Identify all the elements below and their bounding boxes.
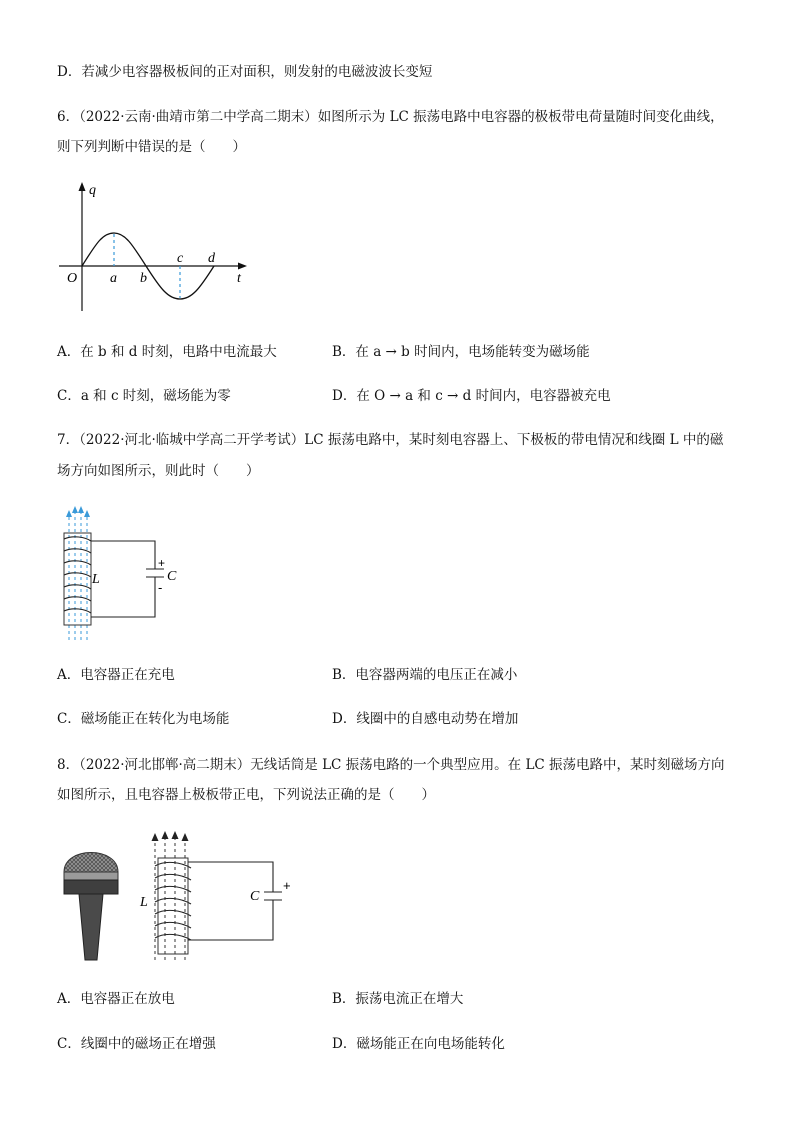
q8-inductor-label: L	[140, 895, 148, 910]
q6-option-d: D．在 O → a 和 c → d 时间内，电容器被充电	[332, 388, 611, 404]
q8-coil-core	[158, 858, 188, 954]
q8-coil-winding	[155, 862, 191, 940]
q8-wires	[188, 862, 282, 940]
q8-mic-handle	[79, 894, 103, 960]
q7-option-b: B．电容器两端的电压正在减小	[332, 667, 518, 683]
q8-lc-circuit	[135, 830, 295, 965]
q7-wires	[91, 541, 164, 617]
q6-stem-line2: 则下列判断中错误的是（ ）	[57, 139, 246, 155]
q8-mic-band	[64, 872, 118, 880]
q8-capacitor-label: C	[250, 889, 260, 904]
q6-option-b: B．在 a → b 时间内，电场能转变为磁场能	[332, 344, 590, 360]
q7-stem-line1: 7．（2022·河北·临城中学高二开学考试）LC 振荡电路中，某时刻电容器上、下极板的带电情况和线圈 L 中的磁	[57, 432, 724, 448]
q6-point-a: a	[110, 271, 117, 286]
q6-charge-time-graph	[55, 178, 255, 318]
q7-plus-sign: +	[158, 556, 166, 570]
q8-field-lines	[155, 838, 185, 960]
q6-stem-line1: 6．（2022·云南·曲靖市第二中学高二期末）如图所示为 LC 振荡电路中电容器的极板带电荷量随时间变化曲线，	[57, 109, 724, 125]
q8-option-c: C．线圈中的磁场正在增强	[57, 1036, 216, 1052]
q6-origin-label: O	[67, 271, 78, 286]
q8-microphone-illustration	[60, 836, 122, 964]
q8-option-a: A．电容器正在放电	[57, 991, 175, 1007]
q7-option-c: C．磁场能正在转化为电场能	[57, 711, 230, 727]
q7-field-arrows	[66, 506, 90, 517]
q7-capacitor-label: C	[167, 569, 177, 584]
q7-lc-circuit	[55, 505, 195, 643]
q7-minus-sign: -	[158, 580, 163, 595]
q6-option-c: C．a 和 c 时刻，磁场能为零	[57, 388, 231, 404]
q6-point-b: b	[140, 271, 147, 286]
q6-x-label: t	[237, 271, 241, 286]
q8-mic-collar	[64, 880, 118, 894]
q6-point-d: d	[208, 251, 215, 266]
q8-stem-line1: 8．（2022·河北邯郸·高二期末）无线话筒是 LC 振荡电路的一个典型应用。在 LC 振荡电路中，某时刻磁场方向	[57, 757, 725, 773]
q6-option-a: A．在 b 和 d 时刻，电路中电流最大	[57, 344, 277, 360]
q8-mic-head	[64, 853, 118, 873]
q8-field-arrows	[152, 831, 189, 841]
q7-field-lines	[69, 511, 87, 640]
q6-x-arrow	[238, 263, 247, 270]
q6-y-arrow	[79, 182, 86, 191]
q8-option-d: D．磁场能正在向电场能转化	[332, 1036, 505, 1052]
q6-y-label: q	[89, 183, 96, 198]
q7-inductor-label: L	[92, 572, 100, 587]
q8-option-b: B．振荡电流正在增大	[332, 991, 464, 1007]
q7-option-a: A．电容器正在充电	[57, 667, 175, 683]
q5-option-d: D．若减少电容器极板间的正对面积，则发射的电磁波波长变短	[57, 64, 433, 80]
q7-option-d: D．线圈中的自感电动势在增加	[332, 711, 519, 727]
q8-plus-sign: +	[283, 878, 291, 893]
q8-stem-line2: 如图所示，且电容器上极板带正电，下列说法正确的是（ ）	[57, 787, 435, 803]
q6-point-c: c	[177, 251, 184, 266]
q7-stem-line2: 场方向如图所示，则此时（ ）	[57, 463, 260, 479]
